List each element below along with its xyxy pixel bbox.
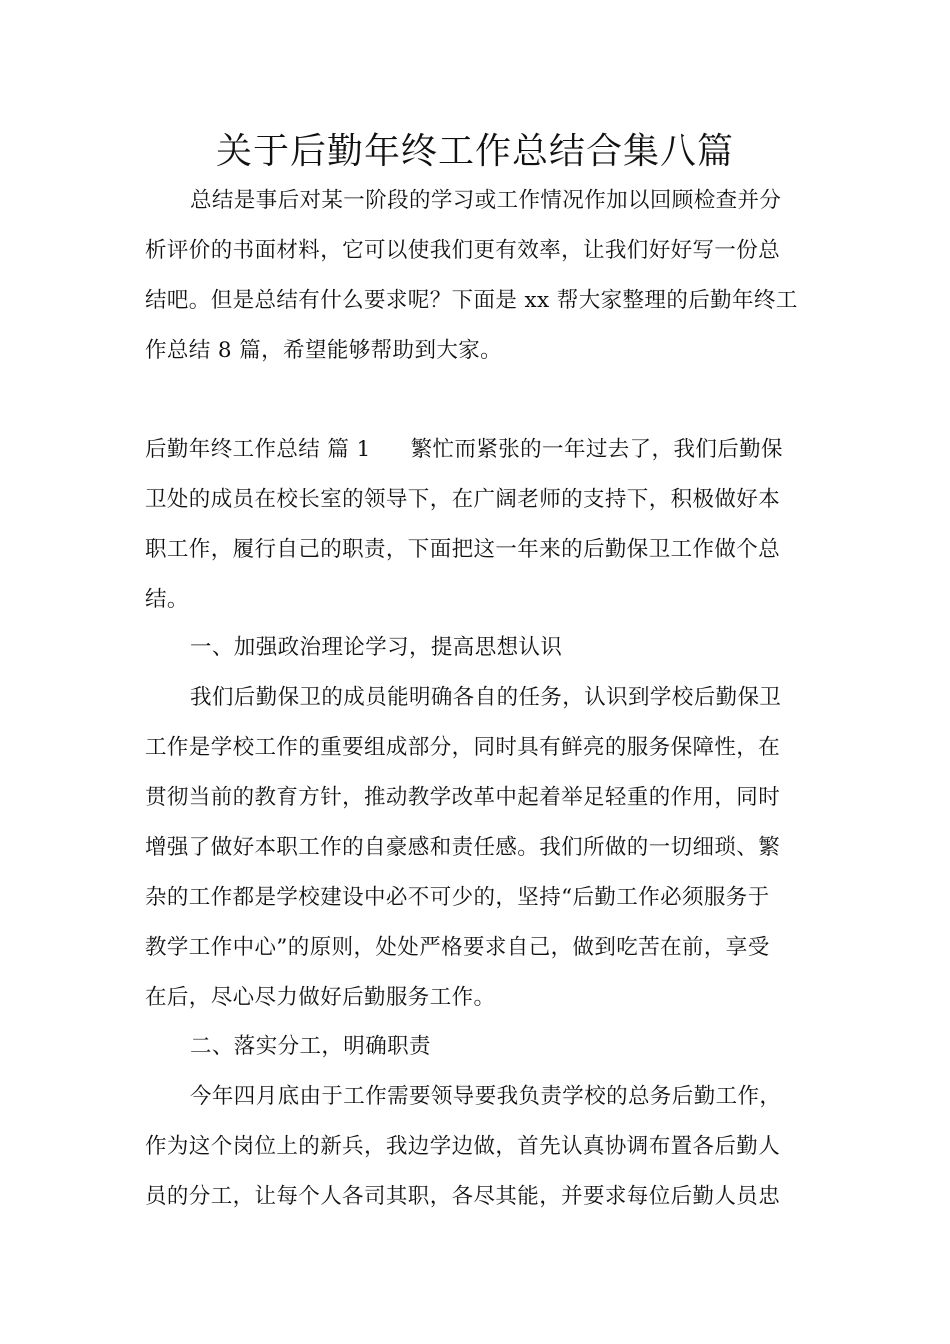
paragraph-line: 杂的工作都是学校建设中必不可少的，坚持“后勤工作必须服务于 (145, 885, 770, 910)
subsection-heading: 一、加强政治理论学习，提高思想认识 (190, 635, 563, 660)
section-heading: 后勤年终工作总结 篇 1 (145, 437, 371, 462)
intro-line: 作总结 8 篇，希望能够帮助到大家。 (145, 338, 503, 363)
intro-line: 结吧。但是总结有什么要求呢？下面是 xx 帮大家整理的后勤年终工 (145, 288, 798, 313)
paragraph-line: 卫处的成员在校长室的领导下，在广阔老师的支持下，积极做好本 (145, 487, 781, 512)
subsection-heading: 二、落实分工，明确职责 (190, 1034, 431, 1059)
paragraph-line: 员的分工，让每个人各司其职，各尽其能，并要求每位后勤人员忠 (145, 1184, 781, 1209)
paragraph-line: 工作是学校工作的重要组成部分，同时具有鲜亮的服务保障性，在 (145, 735, 781, 760)
paragraph-line: 作为这个岗位上的新兵，我边学边做，首先认真协调布置各后勤人 (145, 1134, 781, 1159)
intro-line: 析评价的书面材料，它可以使我们更有效率，让我们好好写一份总 (145, 238, 781, 263)
paragraph-line: 我们后勤保卫的成员能明确各自的任务，认识到学校后勤保卫 (190, 685, 782, 710)
paragraph-line: 在后，尽心尽力做好后勤服务工作。 (145, 985, 496, 1010)
paragraph-line: 繁忙而紧张的一年过去了，我们后勤保 (410, 437, 783, 462)
section-heading-row (145, 432, 810, 468)
paragraph-line: 结。 (145, 587, 189, 612)
paragraph-line: 贯彻当前的教育方针，推动教学改革中起着举足轻重的作用，同时 (145, 785, 781, 810)
intro-line: 总结是事后对某一阶段的学习或工作情况作加以回顾检查并分 (190, 188, 782, 213)
paragraph-line: 增强了做好本职工作的自豪感和责任感。我们所做的一切细琐、繁 (145, 835, 781, 860)
paragraph-line: 今年四月底由于工作需要领导要我负责学校的总务后勤工作， (190, 1084, 782, 1109)
document-title: 关于后勤年终工作总结合集八篇 (215, 131, 734, 172)
paragraph-line: 教学工作中心”的原则，处处严格要求自己，做到吃苦在前，享受 (145, 935, 770, 960)
paragraph-line: 职工作，履行自己的职责，下面把这一年来的后勤保卫工作做个总 (145, 537, 781, 562)
